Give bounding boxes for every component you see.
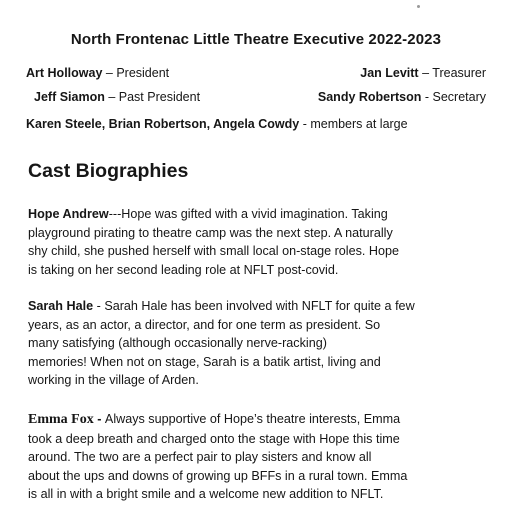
exec-role: Treasurer [432,66,486,80]
bio-emma-fox [28,410,504,504]
exec-name: Art Holloway [26,66,103,80]
exec-president: Art Holloway – President [26,66,170,80]
bio-line [28,205,504,224]
page-title: North Frontenac Little Theatre Executive 2022-2023 [70,31,442,48]
scan-speck [417,5,420,8]
exec-name: Sandy Robertson [317,90,422,104]
exec-treasurer: Jan Levitt – Treasurer [360,66,486,80]
bio-hope-andrew [28,205,504,279]
bio-line: working in the village of Arden. [28,373,199,388]
bio-line: memories! When not on stage, Sarah is a batik artist, living and [28,354,381,369]
exec-role: President [116,66,170,80]
bio-line: shy child, she pushed herself with small local on-stage roles. Hope [28,244,400,259]
bio-name: Sarah Hale [28,299,94,313]
bio-separator: - [93,412,105,426]
bio-line: around. The two are a perfect pair to play sisters and know all [28,450,372,465]
exec-secretary: Sandy Robertson - Secretary [317,90,486,104]
bio-line: playground pirating to theatre camp was the next step. A naturally [28,225,393,240]
bio-line: about the ups and downs of growing up BFFs in a rural town. Emma [28,468,408,483]
exec-name: Jan Levitt [360,66,419,80]
bio-line [28,297,504,316]
exec-name: Jeff Siamon [34,90,105,104]
bio-sarah-hale [28,297,504,390]
exec-role: members at large [310,117,408,131]
bio-text: Always supportive of Hope’s theatre interests, Emma [104,412,401,426]
exec-role: Secretary [432,90,486,104]
bio-line: took a deep breath and charged onto the stage with Hope this time [28,431,400,446]
bio-name: Hope Andrew [28,207,109,221]
bio-line: many satisfying (although occasionally nerve-racking) [28,336,327,351]
bio-line: years, as an actor, a director, and for one term as president. So [28,317,381,332]
exec-past-president: Jeff Siamon – Past President [34,90,201,104]
exec-name: Karen Steele, Brian Robertson, Angela Cowdy [26,117,300,131]
bio-name: Emma Fox [28,412,94,427]
bio-separator: - [93,299,105,313]
bio-text: Sarah Hale has been involved with NFLT for quite a few [104,299,415,313]
section-heading: Cast Biographies [28,160,189,182]
exec-role: Past President [118,90,201,104]
bio-line: is taking on her second leading role at NFLT post-covid. [28,262,339,277]
bio-line [28,410,504,430]
bio-separator: --- [108,207,122,221]
exec-members-at-large: Karen Steele, Brian Robertson, Angela Cowdy - members at large [26,117,408,131]
bio-text: Hope was gifted with a vivid imagination. Taking [121,207,388,221]
bio-line: is all in with a bright smile and a welcome new addition to NFLT. [28,487,384,502]
